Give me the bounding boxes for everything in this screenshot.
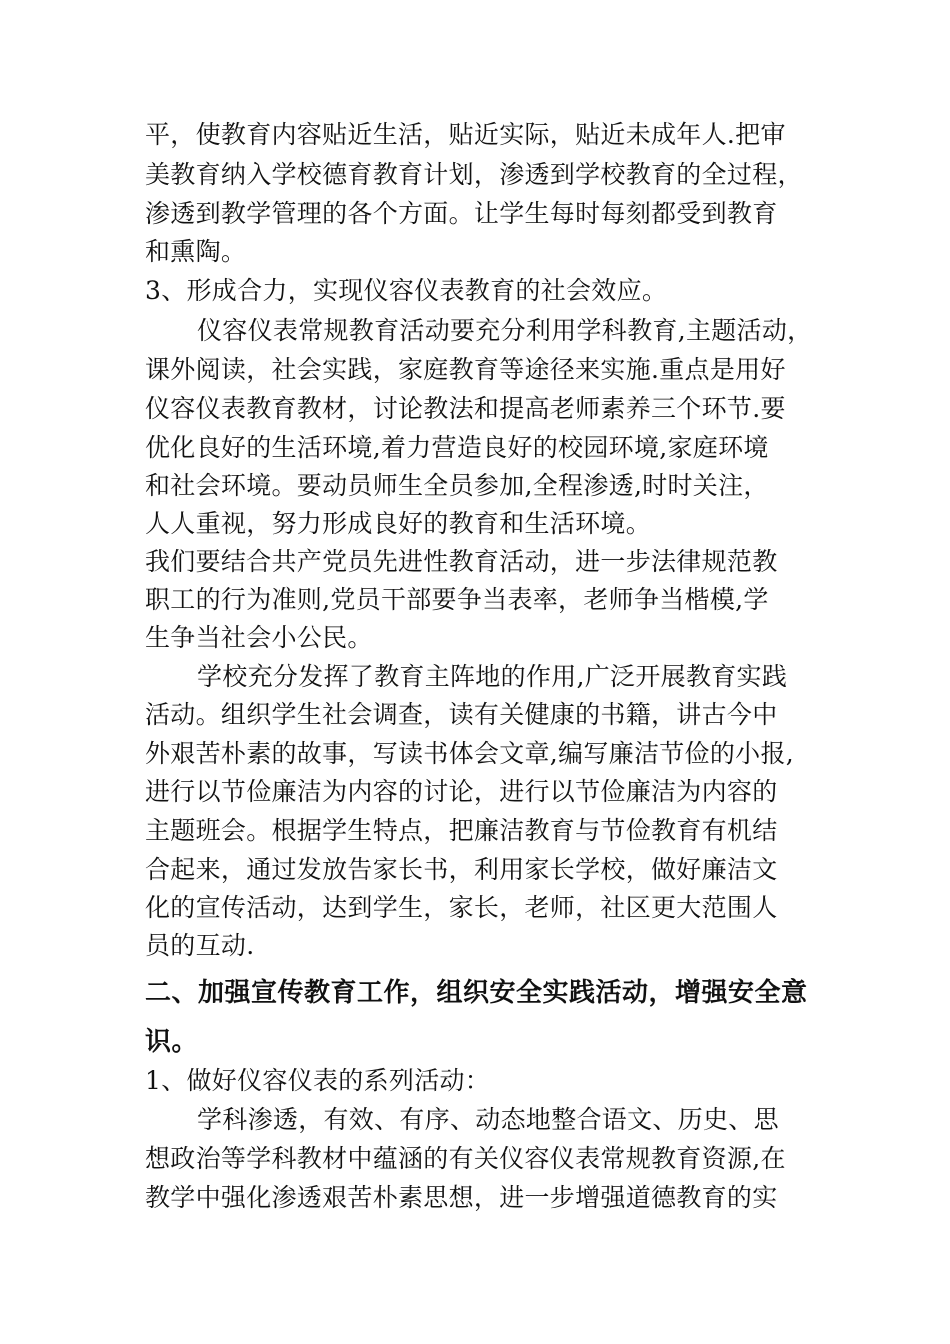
paragraph-line: 渗透到教学管理的各个方面。让学生每时每刻都受到教育 <box>145 199 778 228</box>
paragraph-line: 化的宣传活动，达到学生，家长，老师，社区更大范围人 <box>145 893 778 922</box>
paragraph-line: 和社会环境。要动员师生全员参加,全程渗透,时时关注， <box>145 471 769 500</box>
paragraph-line: 活动。组织学生社会调查，读有关健康的书籍，讲古今中 <box>145 700 778 729</box>
paragraph-line: 仪容仪表教育教材，讨论教法和提高老师素养三个环节.要 <box>145 394 786 423</box>
paragraph-line: 职工的行为准则,党员干部要争当表率，老师争当楷模,学 <box>145 585 769 614</box>
paragraph-line: 课外阅读，社会实践，家庭教育等途径来实施.重点是用好 <box>145 355 786 384</box>
section-heading-bold: 二、加强宣传教育工作，组织安全实践活动，增强安全意 <box>145 978 808 1008</box>
paragraph-line: 学校充分发挥了教育主阵地的作用,广泛开展教育实践 <box>197 662 788 691</box>
paragraph-line: 学科渗透，有效、有序、动态地整合语文、历史、思 <box>197 1105 779 1134</box>
paragraph-line: 主题班会。根据学生特点，把廉洁教育与节俭教育有机结 <box>145 816 778 845</box>
paragraph-line: 人人重视，努力形成良好的教育和生活环境。 <box>145 509 652 538</box>
section-heading-bold: 识。 <box>145 1027 199 1057</box>
paragraph-line: 平，使教育内容贴近生活，贴近实际，贴近未成年人.把审 <box>145 120 786 149</box>
paragraph-line: 教学中强化渗透艰苦朴素思想，进一步增强道德教育的实 <box>145 1183 778 1212</box>
subsection-heading: 1、做好仪容仪表的系列活动： <box>145 1066 491 1095</box>
section-heading: 3、形成合力，实现仪容仪表教育的社会效应。 <box>145 276 668 305</box>
paragraph-line: 进行以节俭廉洁为内容的讨论，进行以节俭廉洁为内容的 <box>145 777 778 806</box>
paragraph-line: 优化良好的生活环境,着力营造良好的校园环境,家庭环境 <box>145 433 769 462</box>
paragraph-line: 合起来，通过发放告家长书，利用家长学校，做好廉洁文 <box>145 855 778 884</box>
paragraph-line: 我们要结合共产党员先进性教育活动，进一步法律规范教 <box>145 547 778 576</box>
paragraph-line: 想政治等学科教材中蕴涵的有关仪容仪表常规教育资源,在 <box>145 1144 786 1173</box>
paragraph-line: 员的互动. <box>145 931 255 960</box>
paragraph-line: 和熏陶。 <box>145 237 247 266</box>
paragraph-line: 美教育纳入学校德育教育计划，渗透到学校教育的全过程， <box>145 160 803 189</box>
paragraph-line: 生争当社会小公民。 <box>145 623 373 652</box>
paragraph-line: 外艰苦朴素的故事，写读书体会文章,编写廉洁节俭的小报, <box>145 739 794 768</box>
paragraph-line: 仪容仪表常规教育活动要充分利用学科教育,主题活动， <box>197 316 813 345</box>
